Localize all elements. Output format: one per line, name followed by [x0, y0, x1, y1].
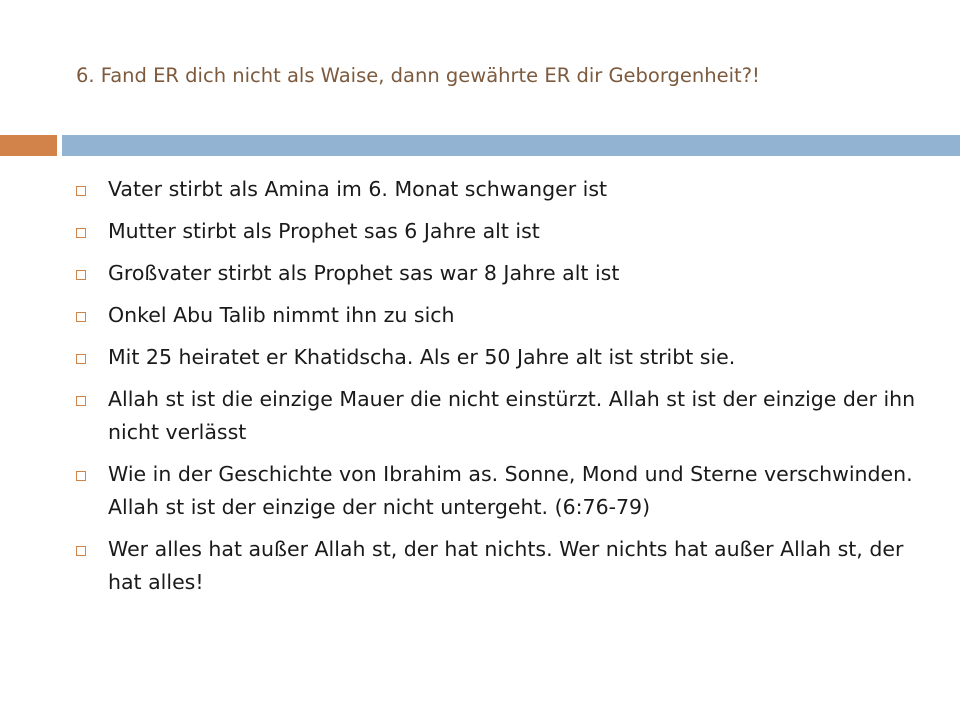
bullet-text: Wer alles hat außer Allah st, der hat nichts. Wer nichts hat außer Allah st, der hat alles!	[108, 537, 904, 594]
bullet-text: Mutter stirbt als Prophet sas 6 Jahre alt ist	[108, 219, 540, 243]
hollow-square-bullet-icon	[76, 228, 86, 238]
bullet-list	[76, 173, 916, 608]
bullet-text: Vater stirbt als Amina im 6. Monat schwanger ist	[108, 177, 608, 201]
bullet-item	[76, 257, 916, 290]
bullet-item	[76, 341, 916, 374]
hollow-square-bullet-icon	[76, 186, 86, 196]
hollow-square-bullet-icon	[76, 354, 86, 364]
header-divider-bar	[62, 135, 960, 156]
bullet-item	[76, 215, 916, 248]
bullet-item	[76, 458, 916, 524]
hollow-square-bullet-icon	[76, 312, 86, 322]
hollow-square-bullet-icon	[76, 471, 86, 481]
bullet-text: Onkel Abu Talib nimmt ihn zu sich	[108, 303, 455, 327]
bullet-text: Großvater stirbt als Prophet sas war 8 Jahre alt ist	[108, 261, 620, 285]
accent-bar	[0, 135, 57, 156]
bullet-item	[76, 173, 916, 206]
bullet-text: Wie in der Geschichte von Ibrahim as. Sonne, Mond und Sterne verschwinden. Allah st ist der einzige der nicht untergeht. (6:76-79)	[108, 462, 913, 519]
hollow-square-bullet-icon	[76, 270, 86, 280]
bullet-text: Mit 25 heiratet er Khatidscha. Als er 50 Jahre alt ist stribt sie.	[108, 345, 736, 369]
hollow-square-bullet-icon	[76, 396, 86, 406]
slide-title: 6. Fand ER dich nicht als Waise, dann gewährte ER dir Geborgenheit?!	[76, 64, 760, 87]
bullet-item	[76, 533, 916, 599]
bullet-text: Allah st ist die einzige Mauer die nicht einstürzt. Allah st ist der einzige der ihn nicht verlässt	[108, 387, 916, 444]
hollow-square-bullet-icon	[76, 546, 86, 556]
bullet-item	[76, 299, 916, 332]
bullet-item	[76, 383, 916, 449]
